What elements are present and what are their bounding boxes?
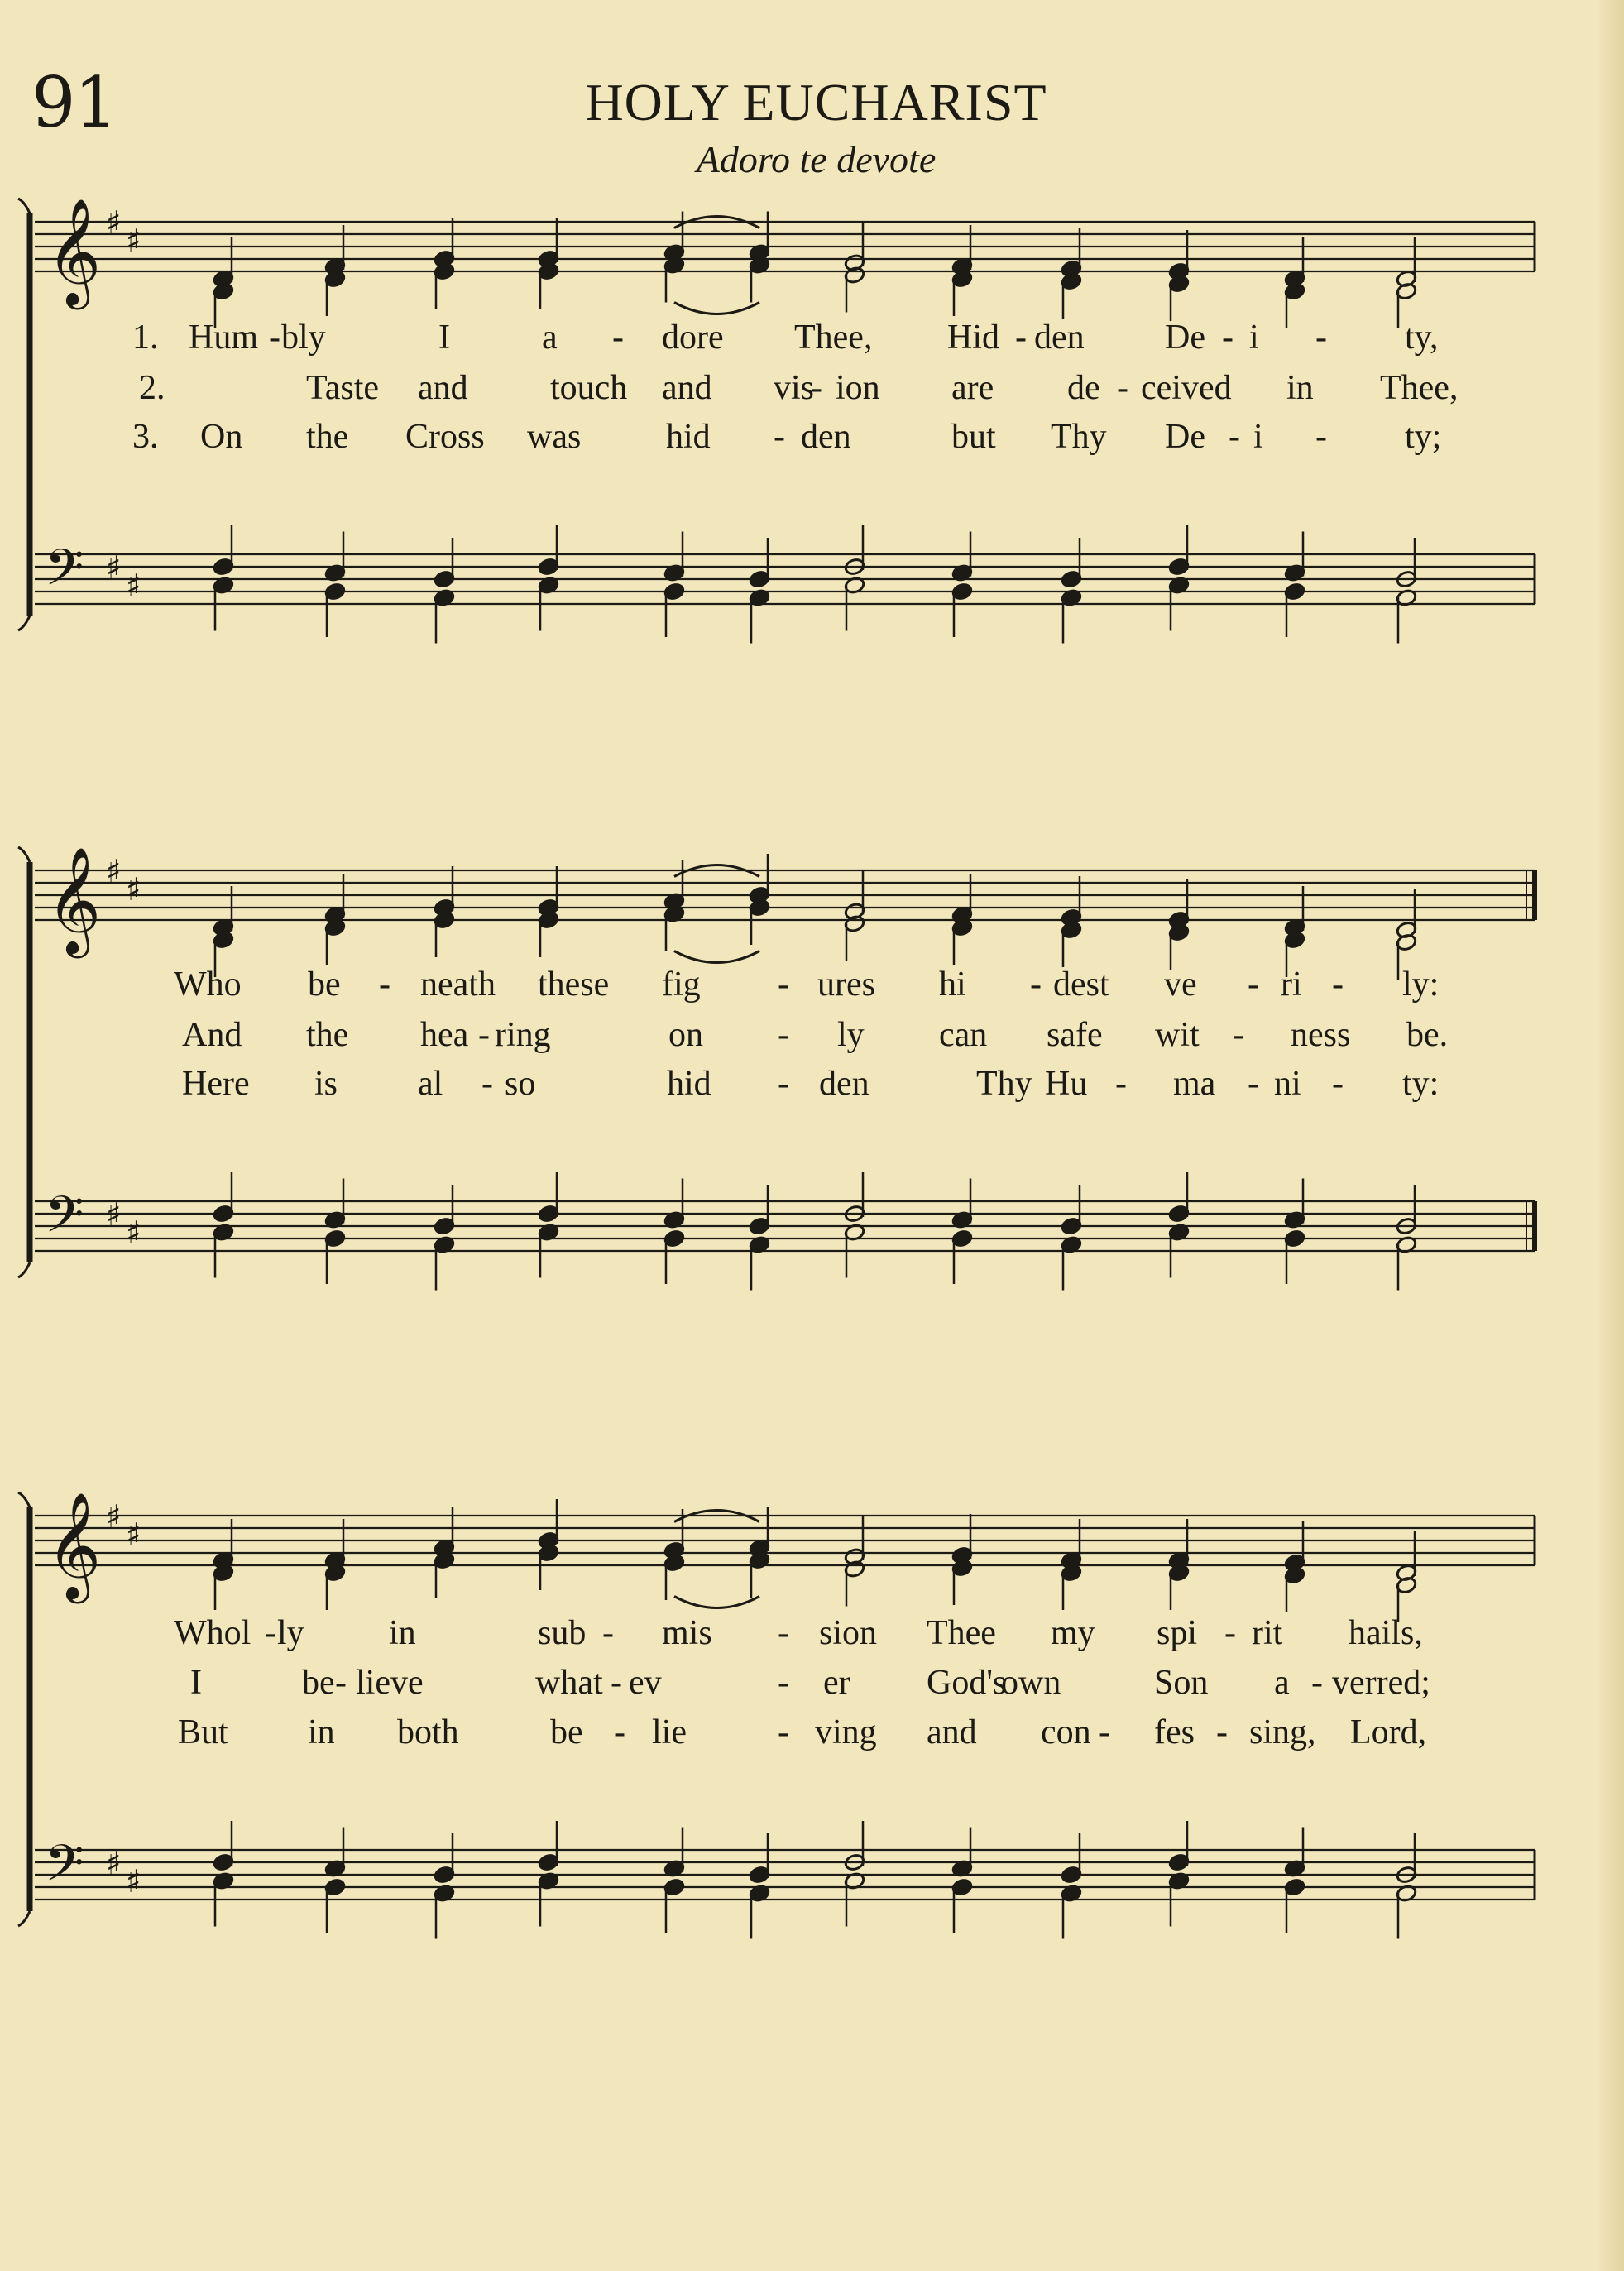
lyric-syllable: -	[811, 369, 822, 407]
lyric-syllable: sing,	[1249, 1713, 1316, 1751]
lyric-syllable: hid	[666, 418, 711, 456]
lyric-syllable: Hid	[947, 319, 999, 357]
lyric-syllable: in	[308, 1713, 335, 1751]
lyric-syllable: ly:	[1402, 965, 1440, 1004]
slur	[674, 951, 759, 963]
lyric-syllable: -	[478, 1016, 490, 1054]
lyric-syllable: vis	[774, 369, 815, 407]
brace-hook	[18, 1911, 30, 1926]
lyric-syllable: be	[308, 965, 341, 1004]
lyric-syllable: I	[190, 1664, 202, 1702]
lyric-syllable: -	[335, 1664, 347, 1702]
brace-hook	[18, 616, 30, 630]
lyric-syllable: -	[1222, 319, 1234, 357]
lyric-syllable: bly	[281, 319, 326, 357]
lyric-syllable: ures	[817, 965, 875, 1004]
lyric-syllable: -	[778, 1016, 789, 1054]
lyric-syllable: -	[614, 1713, 625, 1751]
lyric-syllable: ev	[629, 1664, 662, 1702]
lyric-syllable: God's	[927, 1664, 1007, 1702]
lyric-syllable: hid	[667, 1065, 711, 1103]
lyric-syllable: -	[1332, 965, 1344, 1004]
lyric-syllable: i	[1249, 319, 1259, 357]
lyric-syllable: Who	[174, 965, 242, 1004]
lyric-syllable: wit	[1155, 1016, 1200, 1054]
lyric-syllable: own	[1001, 1664, 1061, 1702]
bass-clef-icon: 𝄢	[45, 1186, 84, 1257]
tune-name: Adoro te devote	[696, 138, 937, 180]
lyric-syllable: -	[1099, 1713, 1110, 1751]
sharp-icon: ♯	[106, 549, 122, 586]
lyric-syllable: fig	[662, 965, 701, 1004]
lyric-syllable: ness	[1291, 1016, 1351, 1054]
hymn-title: HOLY EUCHARIST	[585, 73, 1047, 132]
lyric-syllable: ri	[1281, 965, 1302, 1004]
slur	[674, 303, 759, 314]
lyric-syllable: -	[265, 1614, 276, 1652]
lyric-syllable: Hum	[189, 319, 258, 357]
lyric-syllable: ion	[836, 369, 880, 407]
lyric-syllable: -	[379, 965, 390, 1004]
lyric-syllable: both	[397, 1713, 459, 1751]
lyric-syllable: ving	[815, 1713, 877, 1751]
sharp-icon: ♯	[106, 1845, 122, 1881]
lyric-syllable: touch	[550, 369, 628, 407]
lyric-syllable: 1.	[132, 319, 159, 357]
lyric-syllable: -	[1117, 369, 1128, 407]
lyric-syllable: I	[438, 319, 450, 357]
sharp-icon: ♯	[126, 1863, 141, 1900]
lyric-syllable: -	[1248, 965, 1259, 1004]
lyric-syllable: -	[1311, 1664, 1323, 1702]
lyric-syllable: ly	[837, 1016, 865, 1054]
lyric-syllable: On	[200, 418, 243, 456]
lyric-syllable: ceived	[1141, 369, 1232, 407]
lyric-syllable: Hu	[1045, 1065, 1088, 1103]
lyric-syllable: -	[602, 1614, 614, 1652]
lyric-syllable: the	[306, 1016, 349, 1054]
lyric-syllable: these	[538, 965, 610, 1004]
lyric-syllable: -	[1315, 418, 1327, 456]
sharp-icon: ♯	[126, 1215, 141, 1251]
lyric-syllable: -	[269, 319, 280, 357]
lyric-syllable: Here	[182, 1065, 250, 1103]
lyric-syllable: Taste	[306, 369, 380, 407]
lyric-syllable: And	[182, 1016, 242, 1054]
lyric-syllable: -	[1224, 1614, 1236, 1652]
lyric-syllable: 2.	[139, 369, 165, 407]
lyric-syllable: -	[481, 1065, 493, 1103]
lyric-syllable: hi	[939, 965, 966, 1004]
brace-hook	[18, 1262, 30, 1277]
sharp-icon: ♯	[106, 1196, 122, 1233]
lyric-syllable: Lord,	[1350, 1713, 1427, 1751]
treble-clef-icon: 𝄞	[46, 1492, 102, 1599]
sharp-icon: ♯	[106, 853, 122, 889]
lyric-syllable: -	[1030, 965, 1042, 1004]
lyric-syllable: so	[505, 1065, 536, 1103]
slur	[674, 1597, 759, 1608]
lyric-syllable: -	[1332, 1065, 1344, 1103]
lyric-syllable: -	[778, 1614, 789, 1652]
lyric-syllable: -	[612, 319, 624, 357]
lyric-syllable: neath	[420, 965, 496, 1004]
lyric-syllable: Cross	[405, 418, 485, 456]
lyric-syllable: i	[1253, 418, 1263, 456]
lyric-syllable: in	[389, 1614, 416, 1652]
lyric-syllable: verred;	[1332, 1664, 1430, 1702]
lyric-syllable: be.	[1406, 1016, 1449, 1054]
lyric-syllable: -	[778, 1713, 789, 1751]
lyric-syllable: ring	[495, 1016, 551, 1054]
lyric-syllable: -	[1233, 1016, 1244, 1054]
bass-clef-icon: 𝄢	[45, 539, 84, 610]
lyric-syllable: dest	[1053, 965, 1109, 1004]
lyric-syllable: -	[1115, 1065, 1127, 1103]
lyric-syllable: But	[178, 1713, 228, 1751]
lyric-syllable: spi	[1157, 1614, 1198, 1652]
lyric-syllable: be	[302, 1664, 335, 1702]
lyric-syllable: was	[527, 418, 582, 456]
lyric-syllable: Thy	[976, 1065, 1032, 1103]
brace-hook	[18, 199, 30, 213]
lyric-syllable: den	[819, 1065, 869, 1103]
lyric-syllable: Thee,	[794, 319, 873, 357]
lyric-syllable: ma	[1173, 1065, 1216, 1103]
lyric-syllable: lie	[652, 1713, 687, 1751]
lyric-syllable: -	[611, 1664, 622, 1702]
treble-clef-icon: 𝄞	[46, 846, 102, 954]
sharp-icon: ♯	[126, 568, 141, 604]
lyric-syllable: sub	[538, 1614, 587, 1652]
lyric-syllable: ly	[277, 1614, 304, 1652]
lyric-syllable: mis	[662, 1614, 712, 1652]
lyric-syllable: what	[535, 1664, 603, 1702]
sharp-icon: ♯	[106, 204, 122, 241]
brace-hook	[18, 847, 30, 862]
treble-clef-icon: 𝄞	[46, 198, 102, 305]
lyric-syllable: and	[662, 369, 712, 407]
bass-clef-icon: 𝄢	[45, 1834, 84, 1905]
lyric-syllable: is	[314, 1065, 338, 1103]
lyric-syllable: ty;	[1405, 418, 1442, 456]
lyric-syllable: Thee,	[1380, 369, 1459, 407]
lyric-syllable: -	[1229, 418, 1240, 456]
lyric-syllable: and	[418, 369, 468, 407]
lyric-syllable: but	[951, 418, 996, 456]
lyric-syllable: -	[1315, 319, 1327, 357]
lyric-syllable: in	[1286, 369, 1314, 407]
lyric-syllable: ve	[1164, 965, 1197, 1004]
lyric-syllable: -	[1015, 319, 1027, 357]
lyric-syllable: De	[1165, 319, 1205, 357]
lyric-syllable: 3.	[132, 418, 159, 456]
lyric-syllable: ty,	[1405, 319, 1439, 357]
sharp-icon: ♯	[126, 871, 141, 908]
lyric-syllable: rit	[1252, 1614, 1283, 1652]
sharp-icon: ♯	[126, 1516, 141, 1553]
lyric-syllable: a	[1274, 1664, 1290, 1702]
sharp-icon: ♯	[126, 223, 141, 259]
lyric-syllable: hea	[420, 1016, 469, 1054]
lyric-syllable: den	[801, 418, 851, 456]
lyric-syllable: er	[823, 1664, 850, 1702]
lyric-syllable: -	[778, 1664, 789, 1702]
lyric-syllable: con	[1041, 1713, 1091, 1751]
lyric-syllable: a	[542, 319, 558, 357]
lyric-syllable: be	[550, 1713, 583, 1751]
lyric-syllable: ni	[1274, 1065, 1301, 1103]
lyric-syllable: -	[1216, 1713, 1228, 1751]
lyric-syllable: dore	[662, 319, 724, 357]
lyric-syllable: fes	[1154, 1713, 1195, 1751]
hymn-number: 91	[31, 62, 117, 143]
lyric-syllable: Thee	[927, 1614, 996, 1652]
lyric-syllable: al	[418, 1065, 443, 1103]
lyric-syllable: ty:	[1402, 1065, 1440, 1103]
lyric-syllable: hails,	[1349, 1614, 1423, 1652]
lyric-syllable: my	[1051, 1614, 1095, 1652]
lyric-syllable: -	[1248, 1065, 1259, 1103]
lyric-syllable: on	[668, 1016, 703, 1054]
lyric-syllable: Son	[1154, 1664, 1209, 1702]
lyric-syllable: -	[778, 965, 789, 1004]
lyric-syllable: can	[939, 1016, 988, 1054]
lyric-syllable: Thy	[1051, 418, 1107, 456]
lyric-syllable: de	[1067, 369, 1100, 407]
lyric-syllable: and	[927, 1713, 977, 1751]
lyric-syllable: De	[1165, 418, 1205, 456]
brace-hook	[18, 1492, 30, 1507]
lyric-syllable: -	[774, 418, 785, 456]
lyric-syllable: lieve	[356, 1664, 424, 1702]
lyric-syllable: den	[1034, 319, 1085, 357]
lyric-syllable: are	[951, 369, 994, 407]
lyric-syllable: sion	[819, 1614, 878, 1652]
lyric-syllable: the	[306, 418, 349, 456]
sharp-icon: ♯	[106, 1498, 122, 1535]
lyric-syllable: Whol	[174, 1614, 252, 1652]
lyric-syllable: safe	[1047, 1016, 1103, 1054]
lyric-syllable: -	[778, 1065, 789, 1103]
